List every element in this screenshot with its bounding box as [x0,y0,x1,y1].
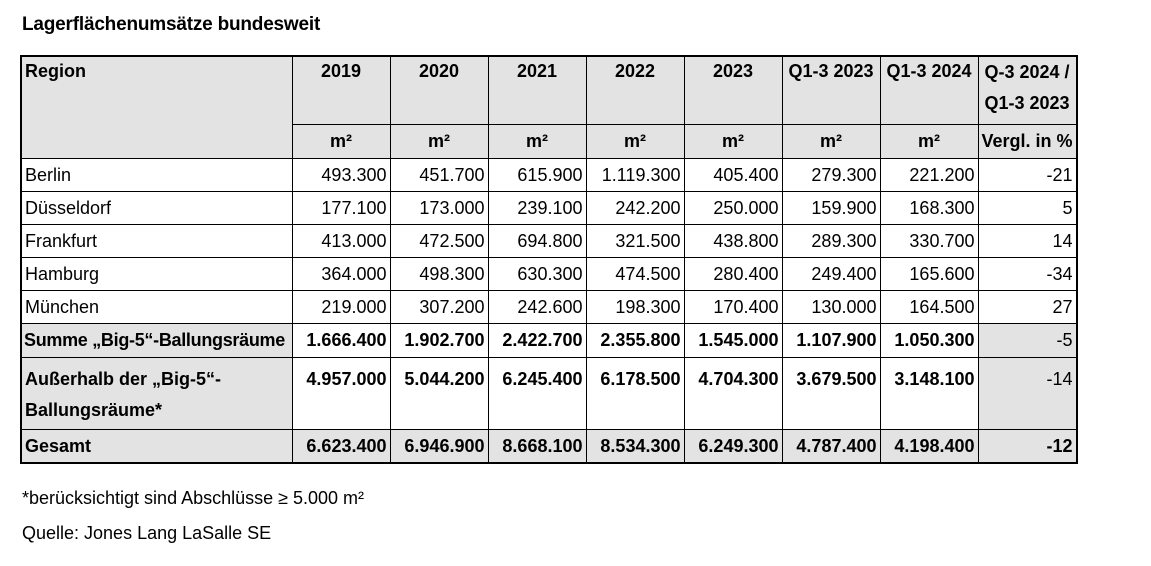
header-unit: m² [880,125,978,159]
value-cell: 4.957.000 [292,358,390,430]
value-cell: 413.000 [292,225,390,258]
value-cell: 321.500 [586,225,684,258]
table-row [21,225,1077,258]
value-cell: 4.198.400 [880,430,978,464]
value-cell: 4.787.400 [782,430,880,464]
value-cell: 364.000 [292,258,390,291]
header-year: 2021 [488,56,586,125]
value-cell: 6.249.300 [684,430,782,464]
change-cell: 27 [978,291,1077,324]
value-cell: 630.300 [488,258,586,291]
value-cell: 170.400 [684,291,782,324]
value-cell: 615.900 [488,159,586,192]
table-row-summe [21,324,1077,358]
region-cell: Hamburg [21,258,292,291]
value-cell: 330.700 [880,225,978,258]
header-unit: m² [488,125,586,159]
value-cell: 198.300 [586,291,684,324]
value-cell: 242.200 [586,192,684,225]
change-cell: 14 [978,225,1077,258]
region-cell: Berlin [21,159,292,192]
value-cell: 1.107.900 [782,324,880,358]
header-year: Q1-3 2024 [880,56,978,125]
value-cell: 280.400 [684,258,782,291]
value-cell: 6.946.900 [390,430,488,464]
header-unit-percent: Vergl. in % [978,125,1077,159]
region-cell: Düsseldorf [21,192,292,225]
value-cell: 289.300 [782,225,880,258]
value-cell: 1.050.300 [880,324,978,358]
header-comparison-line2: Q1-3 2023 [984,93,1070,113]
value-cell: 159.900 [782,192,880,225]
value-cell: 6.178.500 [586,358,684,430]
header-year: Q1-3 2023 [782,56,880,125]
value-cell: 219.000 [292,291,390,324]
value-cell: 2.422.700 [488,324,586,358]
table-row [21,291,1077,324]
source-note: Quelle: Jones Lang LaSalle SE [22,523,272,543]
change-cell: -12 [978,430,1077,464]
value-cell: 472.500 [390,225,488,258]
value-cell: 1.902.700 [390,324,488,358]
value-cell: 6.623.400 [292,430,390,464]
header-unit: m² [782,125,880,159]
value-cell: 4.704.300 [684,358,782,430]
value-cell: 1.666.400 [292,324,390,358]
value-cell: 279.300 [782,159,880,192]
value-cell: 694.800 [488,225,586,258]
header-region: Region [21,56,292,159]
value-cell: 474.500 [586,258,684,291]
region-line1: Außerhalb der „Big-5“- [25,369,222,389]
value-cell: 250.000 [684,192,782,225]
change-cell: 5 [978,192,1077,225]
value-cell: 1.119.300 [586,159,684,192]
change-cell: -21 [978,159,1077,192]
header-unit: m² [684,125,782,159]
value-cell: 307.200 [390,291,488,324]
value-cell: 2.355.800 [586,324,684,358]
change-cell: -14 [978,358,1077,430]
header-unit: m² [292,125,390,159]
value-cell: 405.400 [684,159,782,192]
region-cell: München [21,291,292,324]
value-cell: 177.100 [292,192,390,225]
value-cell: 8.668.100 [488,430,586,464]
value-cell: 6.245.400 [488,358,586,430]
header-year: 2020 [390,56,488,125]
region-cell: Summe „Big-5“-Ballungsräume [21,324,292,358]
header-row-years [21,56,1077,125]
table-row [21,159,1077,192]
value-cell: 165.600 [880,258,978,291]
value-cell: 8.534.300 [586,430,684,464]
table-row-gesamt [21,430,1077,464]
header-comparison [978,56,1077,125]
value-cell: 438.800 [684,225,782,258]
value-cell: 5.044.200 [390,358,488,430]
data-table [20,55,1078,464]
change-cell: -5 [978,324,1077,358]
header-year: 2022 [586,56,684,125]
region-line2: Ballungsräume* [25,400,163,420]
header-unit: m² [586,125,684,159]
region-cell [21,358,292,430]
value-cell: 1.545.000 [684,324,782,358]
change-cell: -34 [978,258,1077,291]
region-cell: Frankfurt [21,225,292,258]
table-row-ausserhalb [21,358,1077,430]
value-cell: 451.700 [390,159,488,192]
value-cell: 3.148.100 [880,358,978,430]
value-cell: 168.300 [880,192,978,225]
value-cell: 493.300 [292,159,390,192]
region-cell: Gesamt [21,430,292,464]
table-row [21,258,1077,291]
value-cell: 173.000 [390,192,488,225]
value-cell: 130.000 [782,291,880,324]
header-year: 2019 [292,56,390,125]
footnote: *berücksichtigt sind Abschlüsse ≥ 5.000 m² [22,488,365,508]
value-cell: 242.600 [488,291,586,324]
header-year: 2023 [684,56,782,125]
table-row [21,192,1077,225]
value-cell: 249.400 [782,258,880,291]
value-cell: 221.200 [880,159,978,192]
header-unit: m² [390,125,488,159]
table-title: Lagerflächenumsätze bundesweit [22,14,321,35]
value-cell: 498.300 [390,258,488,291]
value-cell: 164.500 [880,291,978,324]
value-cell: 239.100 [488,192,586,225]
value-cell: 3.679.500 [782,358,880,430]
header-comparison-line1: Q-3 2024 / [984,62,1070,82]
